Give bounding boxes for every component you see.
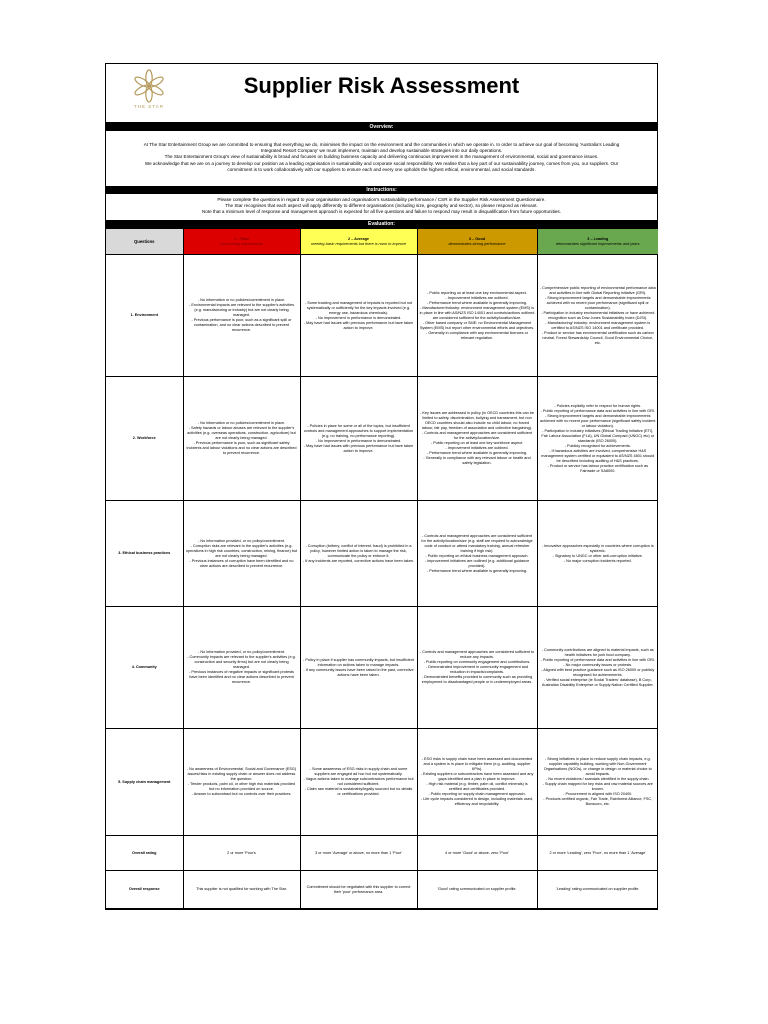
criteria-line: - ESG risks in supply chain have been assessed and documented and a system is in place to mitigate them (e.g. auditing, supplier KPIs). [421, 757, 533, 771]
criteria-line: - No major corruption incidents reported. [563, 558, 632, 563]
page-title: Supplier Risk Assessment [243, 73, 520, 98]
criteria-line: - Performance trend where available is generally improving. [426, 300, 528, 305]
criteria-line: - If any community issues have been raised in the past, corrective actions have been taken. [303, 667, 414, 677]
average-criteria-cell [300, 377, 417, 501]
criteria-line: - Manufacturer/industry: environment management system (EMS) is in place in line with AS/NZS ISO 14001 and controls/actions outlined are considered sufficient for the activity/location/size. [419, 305, 535, 320]
criteria-line: Commitment should be negotiated with this supplier to correct their 'poor' performance area. [306, 884, 411, 894]
criteria-line: 'Leading' rating communicated on supplier profile. [556, 887, 640, 891]
table-row [106, 255, 658, 377]
criteria-line: - Community impacts are relevant to the supplier's activities (e.g. construction and security firms) but are not clearly being managed. [187, 655, 296, 669]
criteria-line: - Product or service has labour practice certification such as Fairtrade or SA8000. [547, 463, 648, 473]
criteria-line: - Public reporting on at least one key environmental aspect. [427, 290, 527, 295]
criteria-line: - High risk material (e.g. timber, palm oil, conflict minerals) is certified and certificates provided. [426, 782, 528, 791]
poor-criteria-cell [183, 836, 300, 871]
criteria-line: - Generally in compliance with any environmental licences or relevant regulation. [426, 330, 528, 340]
average-criteria-cell [300, 255, 417, 377]
table-row [106, 501, 658, 607]
criteria-line: - No recent violations / scandals identified in the supply chain. [545, 777, 650, 781]
criteria-line: - Strong improvement targets and demonstrable improvements achieved with no recent poor performance (significant safety incident or labour violation). [540, 413, 656, 428]
criteria-line: - Strong improvement targets and demonstrable improvements achieved with no recent poor performance (significant spill or contamination). [544, 295, 651, 310]
criteria-line: - Supply chain mapped for key risks and raw material sources are known. [542, 782, 653, 791]
criteria-line: - Performance trend where available is generally improving. [426, 568, 528, 573]
criteria-line: - Aligned with best practice guidance such as ISO 26000 or publicly recognised for achievements. [541, 667, 655, 677]
criteria-line: 'Good' rating communicated on supplier profile. [437, 887, 517, 891]
criteria-line: - Publicly recognised for achievements. [564, 443, 631, 448]
questions-column-header: Questions [106, 229, 183, 255]
criteria-line: - No improvement in performance is demonstrated. [315, 438, 402, 443]
criteria-line: - No information provided, or no policy/commitment. [198, 650, 285, 654]
leading-column-header [537, 229, 658, 255]
overview-heading: Overview: [106, 123, 657, 131]
criteria-line: - Public reporting of performance data and activities in line with GRI. [540, 408, 655, 413]
criteria-line: - Public reporting on supply chain management approach. [428, 792, 526, 796]
criteria-line: - Vague actions taken to manage subcontractors performance but not considered sufficient. [303, 777, 414, 786]
criteria-line: - Demonstrated improvement in community engagement and reduction in impacts/complaints. [425, 665, 529, 674]
good-criteria-cell [417, 501, 537, 607]
table-row [106, 377, 658, 501]
criteria-line: - Public reporting on community engagement and contributions. [423, 660, 531, 664]
question-label: 3. Ethical business practices [106, 501, 183, 607]
criteria-line: - If any incidents are reported, corrective actions have been taken. [302, 558, 415, 563]
criteria-line: - Existing suppliers or subcontractors have been assessed and any gaps identified and a plan in place to improve. [420, 772, 534, 781]
criteria-line: - No improvement in performance is demonstrated. [315, 315, 402, 320]
question-label: 1. Environment [106, 255, 183, 377]
average-header-subtitle: meeting basic requirements but there is room to improve [311, 241, 406, 246]
assessment-document [105, 63, 658, 910]
criteria-line: 2 or more 'Poor's [227, 850, 256, 855]
criteria-line: - Public reporting of performance data and activities in line with GRI. [540, 657, 655, 662]
leading-criteria-cell [537, 836, 658, 871]
criteria-line: - Claim raw material is sustainably/legally sourced but no details or certifications provided. [304, 787, 413, 796]
criteria-line: - Policy in place if supplier has community impacts, but insufficient information on actions taken to manage impacts. [303, 657, 414, 667]
leading-criteria-cell [537, 729, 658, 836]
criteria-line: - Procurement is aligned with ISO 20400. [563, 792, 633, 796]
criteria-line: - Improvement initiatives are outlined. [445, 446, 509, 450]
poor-criteria-cell [183, 377, 300, 501]
criteria-line: - Corruption risks are relevant to the supplier's activities (e.g. operations in high risk countries, construction, mining, finance) but are not clearly being managed. [185, 543, 298, 558]
leading-criteria-cell [537, 607, 658, 729]
average-criteria-cell [300, 729, 417, 836]
criteria-line: - No information provided, or no policy/commitment. [198, 538, 285, 543]
leading-criteria-cell [537, 255, 658, 377]
good-header-title: 3 – Good [468, 236, 486, 241]
criteria-line: This supplier is not qualified for working with The Star. [196, 887, 287, 891]
criteria-line: - Demonstrated benefits provided to community such as providing employment to disadvantaged people or in underemployed areas. [421, 675, 533, 684]
criteria-line: - Innovative approaches especially in countries where corruption is systemic. [541, 543, 654, 553]
criteria-line: - Tender products, palm oil, or other high risk materials provided but no information provided on source. [187, 782, 296, 791]
question-label: Overall response [106, 871, 183, 909]
criteria-line: - Product or service has environmental certification such as carbon neutral, Forest Stewardship Council, Good Environmental Choice, etc. [541, 330, 654, 345]
instructions-line: The Star recognises that each aspect will apply differently to different organisations (including size, geography and sector), so please respond as relevant. [225, 203, 538, 209]
criteria-line: - Environmental impacts are relevant to the supplier's activities (e.g. manufacturing or industry) but are not clearly being managed. [189, 303, 294, 317]
criteria-line: - Previous performance is poor, such as a significant spill or contamination, and no clear actions described to prevent recurrence. [191, 318, 292, 332]
poor-criteria-cell [183, 501, 300, 607]
good-criteria-cell [417, 377, 537, 501]
table-row [106, 836, 658, 871]
poor-header-title: 1 – Poor [234, 236, 249, 241]
overview-line: We acknowledge that we are on a journey to develop our position as a leading organisation in sustainability and corporate social responsibility. We realise that a key part of our sustainability journey, comes from you, our suppliers. Our [144, 160, 619, 166]
evaluation-heading: Evaluation: [106, 220, 657, 228]
good-criteria-cell [417, 607, 537, 729]
table-row [106, 871, 658, 909]
criteria-line: - Answer to subcontract but no controls over their practices. [191, 792, 292, 796]
table-row [106, 729, 658, 836]
criteria-line: - Previous instances of negative impacts or significant protests have been identified and no clear actions described to prevent recurrence. [189, 670, 294, 684]
overview-line: At The Star Entertainment Group we are committed to ensuring that everything we do, minimises the impact on the environment and the communities in which we operate in. In order to achieve our goal of becoming 'Australia's Leading [143, 142, 620, 147]
criteria-line: - Controls and management approaches are considered sufficient to reduce any impacts. [419, 650, 535, 659]
criteria-line: 3 or more 'Average' or above, no more than 1 'Poor' [315, 850, 402, 855]
logo-wordmark: THE STAR [134, 104, 164, 109]
criteria-line: - Improvement initiatives are outlined. [445, 295, 509, 300]
criteria-line: - Controls and management approaches are considered sufficient for the activity/location/size (e.g. staff are required to acknowledge code of conduct or attend mandatory training, annual refresher training if high risk). [421, 533, 533, 553]
poor-header-subtitle: not meeting requirements [219, 241, 264, 246]
poor-criteria-cell [183, 871, 300, 909]
criteria-line: - Public reporting on ethical business management approach. [425, 553, 529, 558]
criteria-line: - No information or no policies/commitment in place. [197, 298, 286, 302]
average-criteria-cell [300, 836, 417, 871]
criteria-line: - Previous performance is poor, such as significant safety incidents and labour violations and no clear actions are described to prevent recurrence. [186, 441, 297, 455]
overview-line: The Star Entertainment Group's view of sustainability is broad and focuses on building business capacity and delivering continuous improvement in the management of environmental, social and governance issues. [164, 154, 599, 160]
criteria-line: - Manufacturing/ industry: environment management system is certified to AS/NZS ISO 14001 and certificate provided. [545, 320, 651, 330]
criteria-line: - Strong initiatives in place to reduce supply chain impacts, e.g. supplier capability building, working with Non-Government Organisations (NGOs), or change in design or material choice to avoid impacts. [543, 757, 652, 776]
criteria-line: - Community contributions are aligned to material impacts, such as health initiatives for junk food company. [541, 647, 654, 657]
criteria-line: - If hazardous activities are involved, comprehensive H&S management system certified or equivalent to AS/NZS 4801 should be described including auditing of H&S practices. [541, 448, 655, 463]
criteria-line: - Policies explicitly refer to respect for human rights. [554, 403, 642, 408]
average-criteria-cell [300, 501, 417, 607]
leading-criteria-cell [537, 501, 658, 607]
instructions-text [106, 194, 657, 220]
leading-header-title: 3 – Leading [587, 236, 609, 241]
criteria-line: - Participation in industry initiatives (Ethical Trading Initiative (ETI), Fair Labour Association (FLA), UN Global Compact (UNGC) etc) or standards (ISO 26000). [541, 428, 655, 443]
criteria-line: - May have had issues with previous performance but have taken action to improve. [303, 443, 414, 453]
criteria-line: - Other based company or SME: no Environmental Management System (EMS) but report other environmental efforts and objectives. [419, 320, 535, 330]
overview-line: Integrated Resort Company' we must implement, maintain and develop sustainable strategies into our daily operations. [260, 148, 503, 154]
leading-header-subtitle: demonstrates significant improvements and years [555, 241, 640, 246]
criteria-line: - Comprehensive public reporting of environmental performance data and activities in line with Global Reporting Initiative (GRI). [539, 285, 656, 295]
criteria-line: - Some tracking and management of impacts is reported but not systematically or sufficiently for the key impacts involved (e.g. energy use, hazardous chemicals). [304, 300, 413, 315]
criteria-line: - Generally in compliance with any relevant labour or health and safety legislation. [423, 456, 531, 465]
good-header-subtitle: demonstrates strong performance [448, 241, 506, 246]
criteria-line: - Verified social enterprise (ie Social Traders' database), B Corp, Australian Disability Enterprise or Supply Nation Certified Supplier. [541, 677, 654, 687]
good-criteria-cell [417, 871, 537, 909]
good-criteria-cell [417, 836, 537, 871]
criteria-line: - Improvement initiatives are outlined (e.g. additional guidance provided). [424, 558, 530, 568]
question-label: Overall rating [106, 836, 183, 871]
criteria-line: - Signatory to UNGC or other anti-corruption initiative. [552, 553, 643, 558]
poor-criteria-cell [183, 729, 300, 836]
question-label: 2. Workforce [106, 377, 183, 501]
criteria-line: - Controls and management approaches are considered sufficient for the activity/location/size. [421, 431, 533, 440]
leading-criteria-cell [537, 377, 658, 501]
criteria-line: - Performance trend where available is generally improving. [426, 451, 528, 455]
criteria-line: - Previous instances of corruption have been identified and no clear actions are described to prevent recurrence. [189, 558, 294, 568]
criteria-line: - Policies in place for some or all of the topics, but insufficient controls and management approaches to support implementation (e.g. no training, no performance reporting). [303, 423, 414, 438]
table-row [106, 607, 658, 729]
criteria-line: - No awareness of Environmental, Social and Governance (ESG) issues/risks in existing supply chain or answer does not address the question. [186, 767, 297, 781]
criteria-line: - Products certified organic, Fair Trade, Rainforest Alliance, FSC, Bonsucro, etc. [543, 797, 653, 806]
criteria-line: 2 or more 'Leading', zero 'Poor', no more than 1 'Average' [549, 850, 646, 855]
question-label: 4. Community [106, 607, 183, 729]
good-criteria-cell [417, 729, 537, 836]
instructions-line: Note that a minimum level of response and management approach is expected for all five questions and failure to respond may result in disqualification from future opportunities. [201, 209, 562, 215]
criteria-line: - Key issues are addressed in policy (in OECD countries this can be limited to safety, discrimination, bullying and harassment, but non OECD countries should also include no child labour, no forced labour, fair pay, freedom of association and collective bargaining). [420, 411, 534, 430]
document-header [106, 64, 657, 123]
overview-line: commitment is to work collaboratively with our suppliers to ensure each and every one upholds the highest ethical, environmental, and social standards. [227, 166, 536, 172]
criteria-line: - May have had issues with previous performance but have taken action to improve. [303, 320, 414, 330]
criteria-line: - Public reporting on at least one key workforce aspect. [430, 441, 524, 445]
criteria-line: - No information or no policies/commitment in place. [197, 421, 286, 425]
good-column-header [417, 229, 537, 255]
leading-criteria-cell [537, 871, 658, 909]
criteria-line: - Corruption (bribery, conflict of interest, fraud) is prohibited in a policy, however limited action is taken to manage the risk, communicate the policy or enforce it. [305, 543, 412, 558]
instructions-line: Please complete the questions in regard to your organisation and organisation's sustainability performance / CSR in the Supplier Risk Assessment Questionnaire. [217, 197, 546, 202]
average-header-title: 2 – Average [347, 236, 370, 241]
criteria-line: - Some awareness of ESG risks in supply chain and some suppliers are engaged ad hoc but not systematically. [309, 767, 408, 776]
average-criteria-cell [300, 871, 417, 909]
criteria-line: - Life cycle impacts considered in design, including materials used, efficiency and recyclability. [420, 797, 534, 806]
criteria-line: 4 or more 'Good' or above, zero 'Poor' [445, 850, 509, 855]
criteria-line: - Safety hazards or labour abuses are relevant to the supplier's activities (e.g. overseas operations, construction, agriculture) but are not clearly being managed. [187, 426, 296, 440]
average-column-header [300, 229, 417, 255]
good-criteria-cell [417, 255, 537, 377]
criteria-line: - Participation in industry environmental initiatives or have achieved recognition such as Dow Jones Sustainability Index (DJSI). [541, 310, 655, 320]
question-label: 5. Supply chain management [106, 729, 183, 836]
evaluation-table [106, 228, 658, 909]
average-criteria-cell [300, 607, 417, 729]
instructions-heading: Instructions: [106, 186, 657, 194]
criteria-line: - No major community issues or protests. [563, 662, 633, 667]
poor-criteria-cell [183, 607, 300, 729]
evaluation-header-row [106, 229, 658, 255]
overview-text [106, 131, 657, 186]
poor-column-header [183, 229, 300, 255]
poor-criteria-cell [183, 255, 300, 377]
